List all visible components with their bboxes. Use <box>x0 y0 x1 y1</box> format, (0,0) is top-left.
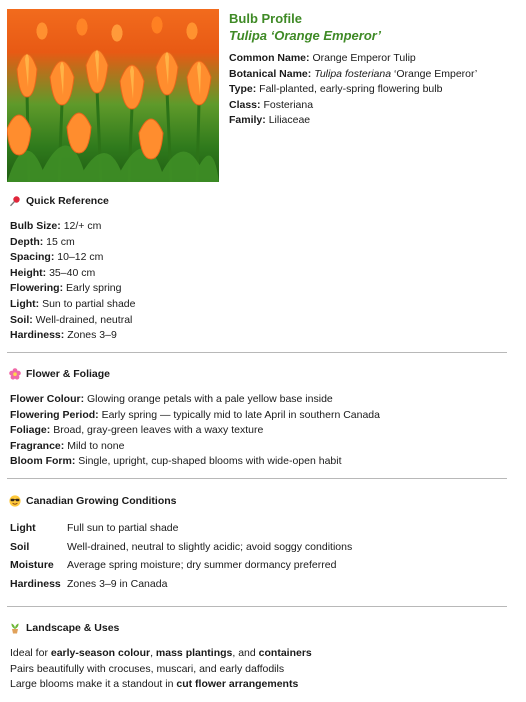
potted-plant-icon <box>9 622 21 634</box>
list-item: Bulb Size: 12/+ cm <box>10 220 102 232</box>
tulip-photo <box>7 9 219 182</box>
family-row: Family: Liliaceae <box>229 114 311 127</box>
quick-reference-heading: Quick Reference <box>9 195 109 207</box>
growing-conditions-table <box>10 519 515 593</box>
table-row: Light Full sun to partial shade <box>10 522 179 534</box>
list-item: Fragrance: Mild to none <box>10 439 125 452</box>
profile-title: Bulb Profile <box>229 11 302 26</box>
table-row: Moisture Average spring moisture; dry summer dormancy preferred <box>10 559 337 571</box>
type-row: Type: Fall-planted, early-spring flowering bulb <box>229 83 443 96</box>
flower-foliage-list <box>10 392 515 470</box>
section-divider <box>7 606 507 607</box>
list-item: Ideal for early-season colour, mass plantings, and containers <box>10 647 312 659</box>
list-item: Flower Colour: Glowing orange petals with a pale yellow base inside <box>10 393 333 405</box>
list-item: Soil: Well-drained, neutral <box>10 313 133 326</box>
bulb-profile <box>229 11 519 129</box>
landscape-uses-list <box>10 646 515 693</box>
class-row: Class: Fosteriana <box>229 98 314 111</box>
list-item: Flowering Period: Early spring — typically mid to late April in southern Canada <box>10 408 380 421</box>
quick-reference-list <box>10 219 515 344</box>
flower-icon <box>9 368 21 380</box>
list-item: Height: 35–40 cm <box>10 266 96 279</box>
list-item: Flowering: Early spring <box>10 282 122 295</box>
landscape-uses-heading: Landscape & Uses <box>9 622 119 634</box>
table-row: Hardiness Zones 3–9 in Canada <box>10 577 168 590</box>
list-item: Depth: 15 cm <box>10 235 75 248</box>
common-name-row: Common Name: Orange Emperor Tulip <box>229 52 416 64</box>
list-item: Pairs beautifully with crocuses, muscari, and early daffodils <box>10 662 285 675</box>
list-item: Light: Sun to partial shade <box>10 297 136 310</box>
tulip-field-illustration <box>7 9 219 182</box>
growing-conditions-heading: Canadian Growing Conditions <box>9 495 177 507</box>
botanical-name-row: Botanical Name: Tulipa fosteriana ‘Orange Emperor’ <box>229 67 478 80</box>
profile-subtitle: Tulipa ‘Orange Emperor’ <box>229 28 381 43</box>
section-divider <box>7 478 507 479</box>
table-row: Soil Well-drained, neutral to slightly acidic; avoid soggy conditions <box>10 540 353 553</box>
flower-foliage-heading: Flower & Foliage <box>9 368 110 380</box>
list-item: Foliage: Broad, gray-green leaves with a waxy texture <box>10 424 264 437</box>
list-item: Large blooms make it a standout in cut flower arrangements <box>10 678 299 691</box>
section-divider <box>7 352 507 353</box>
pushpin-icon <box>9 195 21 207</box>
sunglasses-face-icon <box>9 495 21 507</box>
list-item: Hardiness: Zones 3–9 <box>10 329 117 342</box>
list-item: Bloom Form: Single, upright, cup-shaped blooms with wide-open habit <box>10 455 342 468</box>
list-item: Spacing: 10–12 cm <box>10 251 104 264</box>
